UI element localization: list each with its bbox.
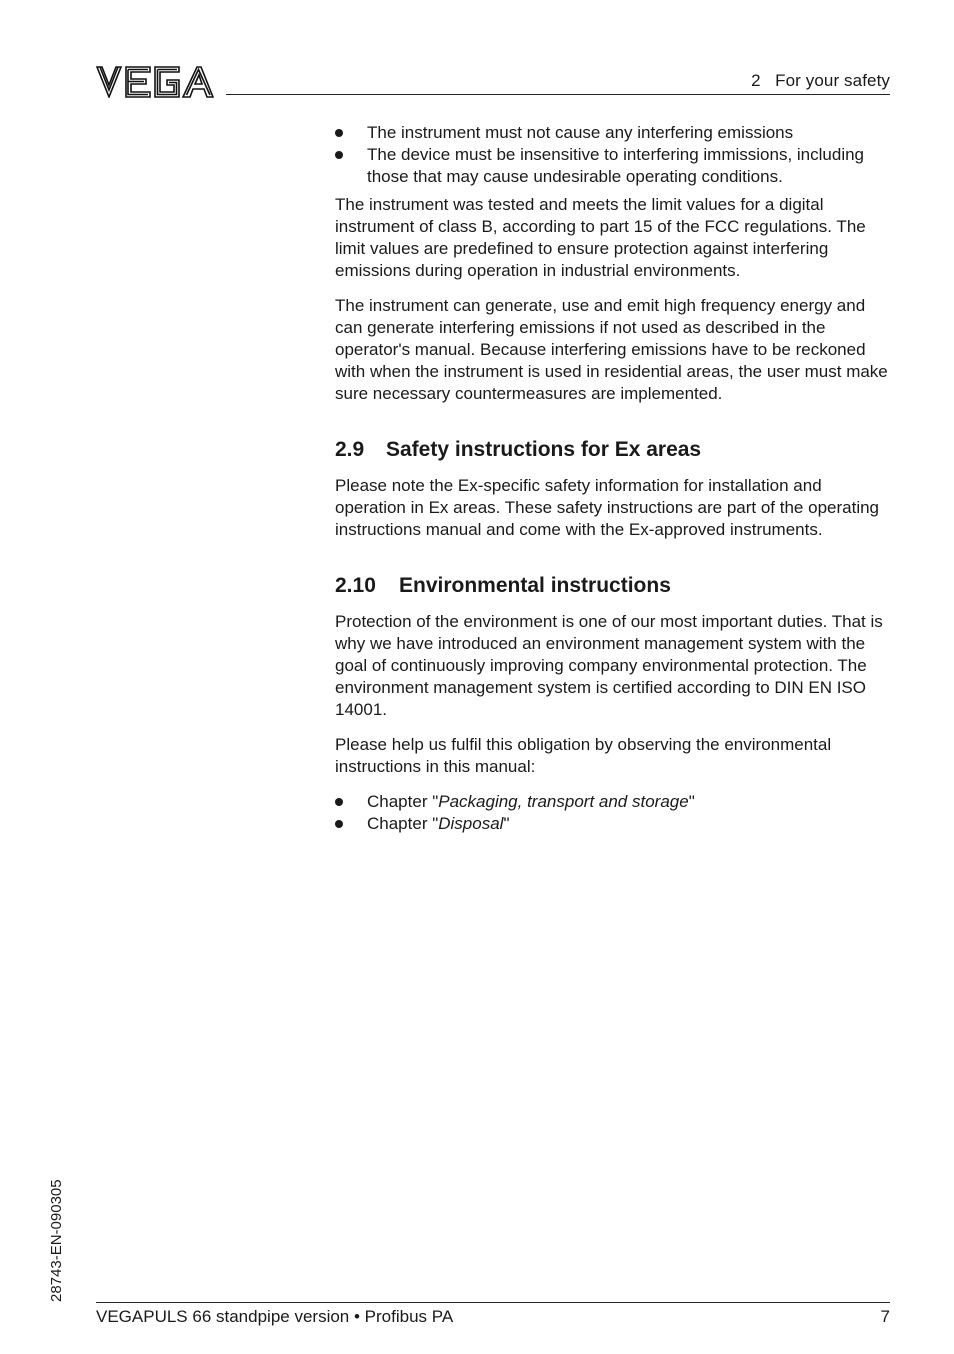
list-item: Chapter "Disposal": [335, 813, 891, 835]
paragraph-ex-areas: Please note the Ex-specific safety information for installation and operation in Ex areas. These safety instructions are part of the operating instructions manual and come with the Ex-approved instruments.: [335, 476, 879, 539]
heading-title: Environmental instructions: [399, 574, 671, 597]
page-number: 7: [880, 1307, 890, 1326]
heading-title: Safety instructions for Ex areas: [386, 438, 702, 461]
document-code: 28743-EN-090305: [48, 1179, 65, 1302]
bullet-list-top: [335, 122, 891, 188]
vega-logo: [96, 66, 214, 98]
list-item: Chapter "Packaging, transport and storage": [335, 791, 891, 813]
paragraph-hf-energy: The instrument can generate, use and emit high frequency energy and can generate interfering emissions if not used as described in the operator's manual. Because interfering emissions have to be reckoned with when the instrument is used in residential areas, the user must make sure necessary countermeasures are implemented.: [335, 296, 888, 403]
footer-title: VEGAPULS 66 standpipe version • Profibus PA: [96, 1307, 454, 1326]
list-item: The device must be insensitive to interfering immissions, including those that may cause undesirable operating conditions.: [335, 144, 891, 188]
paragraph-environment: Protection of the environment is one of our most important duties. That is why we have introduced an environment management system with the goal of continuously improving company environmental protection. The environment management system is certified according to DIN EN ISO 14001.: [335, 612, 883, 719]
heading-2-9: [335, 437, 891, 463]
main-content: [335, 122, 891, 835]
list-item: The instrument must not cause any interfering emissions: [335, 122, 891, 144]
paragraph-help: Please help us fulfil this obligation by observing the environmental instructions in this manual:: [335, 735, 832, 776]
header-rule: [226, 94, 890, 95]
bullet-list-chapters: [335, 791, 891, 835]
heading-number: 2.10: [335, 574, 376, 597]
bullet-icon: [335, 129, 343, 137]
header-section-title: 2 For your safety: [751, 71, 890, 90]
footer-rule: [96, 1302, 890, 1303]
vega-logo-icon: [96, 66, 214, 98]
heading-number: 2.9: [335, 438, 365, 461]
paragraph-fcc-limits: The instrument was tested and meets the limit values for a digital instrument of class B, according to part 15 of the FCC regulations. The limit values are predefined to ensure protection against interfering emissions during operation in industrial environments.: [335, 195, 866, 280]
heading-2-10: [335, 573, 891, 599]
bullet-icon: [335, 820, 343, 828]
bullet-icon: [335, 798, 343, 806]
bullet-icon: [335, 151, 343, 159]
